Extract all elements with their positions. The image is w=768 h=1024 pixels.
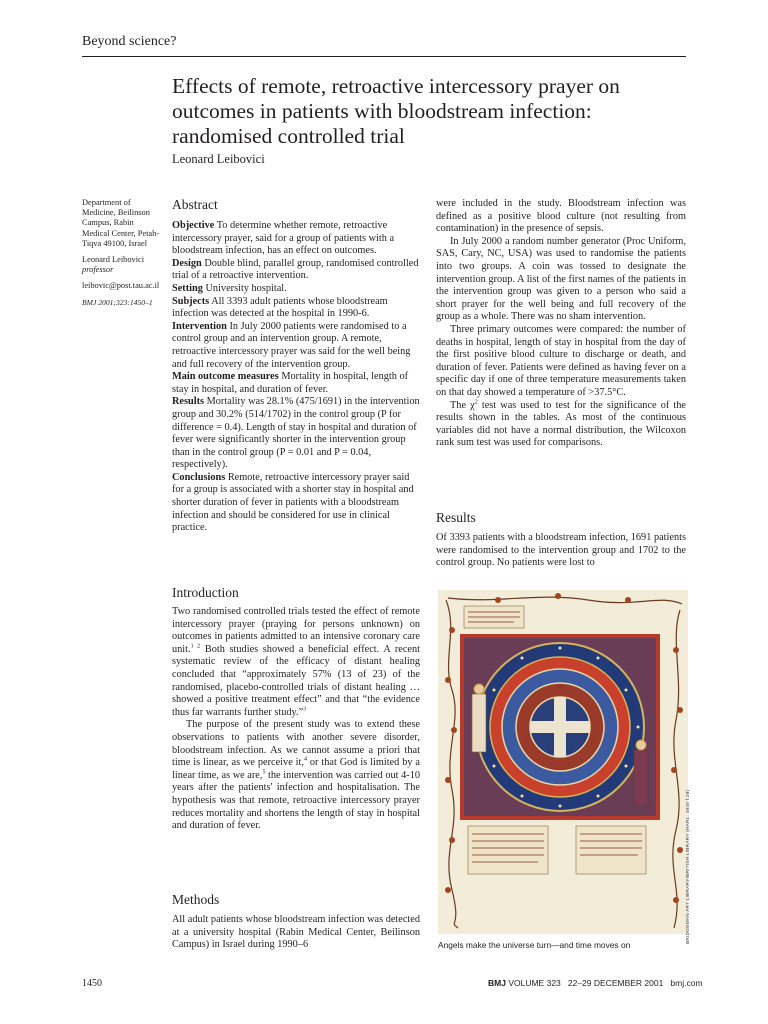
objective-label: Objective	[172, 220, 215, 231]
abstract-setting	[172, 283, 420, 296]
intro-p1-text-b: Both studies showed a beneficial effect. A recent systematic review of the efficacy of distant healing concluded that “approximately 57% (13 of 23) of the randomised, placebo-controlled trials of distant healing … showed a positive treatment effect” and that “the evidence thus far warrants further study.”	[172, 643, 421, 718]
abstract-design	[172, 258, 420, 283]
sidebar-author-name: Leonard Leibovici	[82, 255, 145, 265]
citation: BMJ 2001;323:1450–1	[82, 297, 153, 307]
intro-ref-5: 5	[262, 769, 266, 776]
results-text: Mortality was 28.1% (475/1691) in the intervention group and 30.2% (514/1702) in the control group (P for difference = 0.4). Length of stay in hospital and duration of fever were significantly shorter in the intervention group than in the control group (P = 0.01 and P = 0.04, respectively).	[172, 396, 420, 471]
journal-site[interactable]: bmj.com	[670, 978, 703, 988]
setting-text: University hospital.	[205, 282, 287, 294]
abstract-subjects	[172, 296, 420, 321]
cross-horizontal	[530, 721, 590, 733]
introduction-heading: Introduction	[172, 585, 239, 600]
methods-body-start	[172, 914, 420, 952]
intro-p2-text-a: The purpose of the present study was to extend these observations to patients with another severe disorder, bloodstream infection. As we cannot assume a priori that time is linear, as we perceive it,	[172, 719, 420, 769]
manuscript-illustration	[438, 590, 688, 934]
intro-paragraph-2	[172, 719, 420, 832]
intro-ref-1-2: 1 2	[190, 643, 201, 650]
author-email[interactable]: leibovic@post.tau.ac.il	[82, 281, 160, 291]
subjects-text: All 3393 adult patients whose bloodstream infection was detected at the hospital in 1990-6.	[172, 295, 388, 320]
intro-ref-4: 4	[303, 756, 307, 763]
page-number: 1450	[82, 978, 102, 989]
header-rule	[82, 56, 686, 57]
results-heading: Results	[436, 510, 476, 525]
conclusions-text: Remote, retroactive intercessory prayer said for a group is associated with a shorter stay in hospital and shorter duration of fever in patients with a bloodstream infection and should be considered for use in clinical practice.	[172, 471, 414, 534]
conclusions-label: Conclusions	[172, 471, 226, 483]
design-label: Design	[172, 257, 202, 269]
design-text: Double blind, parallel group, randomised controlled trial of a retroactive intervention.	[172, 257, 419, 282]
measures-text: Mortality in hospital, length of stay in hospital, and duration of fever.	[172, 371, 409, 395]
abstract-intervention	[172, 321, 420, 371]
abstract-objective	[172, 220, 420, 258]
chi-square-superscript: 2	[474, 399, 478, 406]
article-title: Effects of remote, retroactive intercessory prayer on outcomes in patients with bloodstream infection: randomised controlled trial	[172, 74, 620, 148]
bottom-text-block-left	[468, 826, 548, 874]
sidebar-author-role: professor	[82, 265, 114, 275]
subjects-label: Subjects	[172, 295, 210, 307]
results-body	[436, 532, 686, 570]
objective-text: To determine whether remote, retroactive intercessory prayer, said for a group of patients with a bloodstream infection, has an effect on outcomes.	[172, 220, 395, 257]
abstract-body	[172, 220, 420, 535]
methods-paragraph-3: Three primary outcomes were compared: the number of deaths in hospital, length of stay in hospital from the day of the first positive blood culture to discharge or death, and duration of fever. Patients were defined as having fever on a specific day if one of three temperature measurements taken on that day showed a temperature of >37.5°C.	[436, 323, 686, 398]
journal-name: BMJ	[488, 978, 506, 988]
methods-paragraph-4	[436, 400, 686, 450]
methods-p4-text-b: test was used to test for the significance of the results shown in the tables. As most of the continuous variables did not have a normal distribution, the Wilcoxon rank sum test was used for comparisons.	[436, 399, 686, 449]
intro-p2-text-b: or that God is limited by a linear time, as we are,	[172, 757, 420, 781]
intro-paragraph-1	[172, 606, 420, 719]
figure-caption: Angels make the universe turn—and time moves on	[438, 940, 631, 950]
abstract-results	[172, 396, 420, 472]
left-angel	[472, 684, 486, 752]
intro-p2-text-c: the intervention was carried out 4-10 years after the patients' infection and hospitalisation. The hypothesis was that remote, retroactive intercessory prayer reduces mortality and shortens the length of stay in hospital and duration of fever.	[172, 769, 421, 832]
methods-paragraph-2: In July 2000 a random number generator (Proc Uniform, SAS, Cary, NC, USA) was used to randomise the patients into two groups. A coin was tossed to designate the intervention group. A list of the first names of the patients in the intervention group was given to a person who said a short prayer for the well being and full recovery of the group as a whole. There was no sham intervention.	[436, 235, 686, 323]
results-paragraph-1: Of 3393 patients with a bloodstream infection, 1691 patients were randomised to the intervention group and 1702 to the control group. No patients were lost to	[436, 532, 686, 569]
abstract-measures	[172, 371, 420, 396]
article-author: Leonard Leibovici	[172, 152, 265, 166]
setting-label: Setting	[172, 282, 203, 294]
results-label: Results	[172, 396, 205, 408]
figure-credit	[686, 784, 696, 944]
introduction-body	[172, 606, 420, 833]
figure-credit-text: BRIDGEMAN ART LIBRARY/BRITISH LIBRARY (HARL. 4940 f.28)	[686, 789, 691, 944]
intervention-text: In July 2000 patients were randomised to a control group and an intervention group. A remote, retroactive intercessory prayer was said for the well being and full recovery of the intervention group.	[172, 320, 411, 370]
section-label: Beyond science?	[82, 34, 177, 49]
abstract-heading: Abstract	[172, 197, 218, 212]
abstract-conclusions	[172, 472, 420, 535]
intervention-label: Intervention	[172, 320, 227, 332]
journal-footer	[488, 978, 703, 988]
bottom-text-block-right	[576, 826, 646, 874]
intro-p1-text-a: Two randomised controlled trials tested the effect of remote intercessory prayer (praying for persons unknown) on outcomes in patients admitted to an intensive coronary care unit.	[172, 606, 420, 655]
journal-date: 22–29 DECEMBER 2001	[567, 978, 664, 988]
affiliation: Department of Medicine, Beilinson Campus, Rabin Medical Center, Petah-Tiqva 49100, Israel	[82, 198, 160, 248]
right-angel	[634, 740, 648, 806]
measures-label: Main outcome measures	[172, 371, 279, 383]
methods-heading: Methods	[172, 892, 220, 907]
methods-body-cont	[436, 198, 686, 450]
methods-p4-text-a: The χ	[450, 399, 475, 411]
author-sidebar	[82, 198, 162, 314]
methods-paragraph-1-start: All adult patients whose bloodstream infection was detected at a university hospital (Rabin Medical Center, Beilinson Campus) in Israel during 1990–6	[172, 914, 420, 951]
intro-ref-3: 3	[303, 706, 307, 713]
methods-paragraph-1-cont: were included in the study. Bloodstream infection was defined as a positive blood culture (not resulting from contamination) in the presence of sepsis.	[436, 198, 686, 235]
journal-volume: VOLUME 323	[508, 978, 561, 988]
